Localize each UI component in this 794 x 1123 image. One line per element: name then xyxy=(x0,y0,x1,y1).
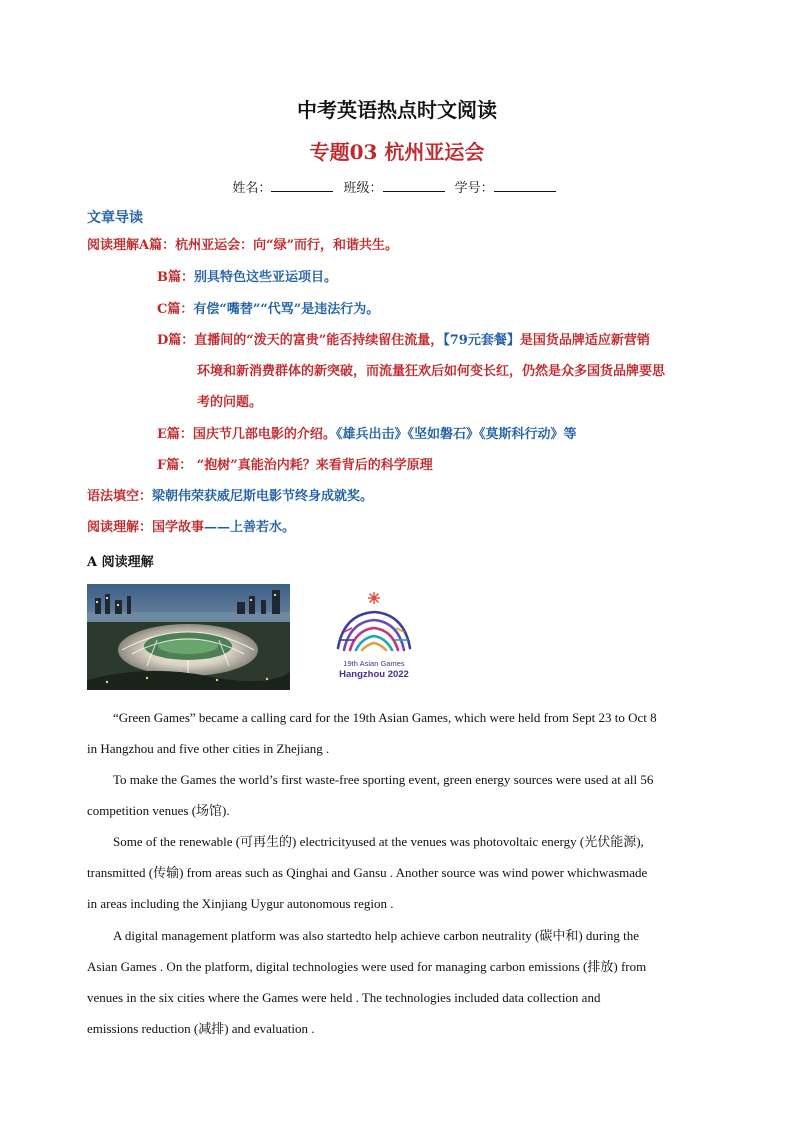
paragraph-3 xyxy=(87,826,707,919)
paragraph-line: transmitted (传输) from areas such as Qinghai and Gansu . Another source was wind power whichwasmade xyxy=(87,865,648,880)
guide-item-text: 是国货品牌适应新营销 xyxy=(519,333,650,348)
paragraph-line: Asian Games . On the platform, digital technologies were used for managing carbon emissions (排放) from xyxy=(87,959,647,974)
guide-item-label: C篇： xyxy=(157,302,194,317)
paragraph-line: To make the Games the world’s first waste-free sporting event, green energy sources were used at all 56 xyxy=(113,772,654,787)
paragraph-line: venues in the six cities where the Games were held . The technologies included data collection and xyxy=(87,990,601,1005)
guide-item-label: 阅读理解A篇： xyxy=(87,238,176,253)
name-blank xyxy=(271,180,333,192)
guide-item-label: E篇： xyxy=(157,427,193,442)
guide-item-e xyxy=(157,427,576,443)
id-label: 学号： xyxy=(454,181,494,196)
guide-item-f xyxy=(157,458,433,474)
page-title: 中考英语热点时文阅读 xyxy=(297,98,497,122)
guide-item-text: 梁朝伟荣获威尼斯电影节终身成就奖。 xyxy=(152,489,374,504)
guide-item-label: F篇： xyxy=(157,458,193,473)
guide-item-text: 有偿“嘴替”“代骂”是违法行为。 xyxy=(193,302,380,317)
guide-item-c xyxy=(157,302,379,318)
guide-item-text: “抱树”真能治内耗？来看背后的科学原理 xyxy=(192,458,433,473)
guide-item-label: D篇： xyxy=(157,333,195,348)
paragraph-1 xyxy=(87,702,707,764)
section-a-heading: A 阅读理解 xyxy=(87,555,154,570)
paragraph-4 xyxy=(87,920,707,1044)
paragraph-line: A digital management platform was also startedto help achieve carbon neutrality (碳中和) during the xyxy=(113,928,639,943)
page-subtitle: 专题03 杭州亚运会 xyxy=(309,140,485,164)
stadium-photo xyxy=(87,584,290,690)
guide-item-label: B篇： xyxy=(157,270,194,285)
logo-text-line-1: 19th Asian Games xyxy=(343,659,405,668)
guide-item-label: 阅读理解： xyxy=(87,520,153,535)
guide-item-text: 杭州亚运会：向“绿”而行，和谐共生。 xyxy=(175,238,399,253)
paragraph-line: in Hangzhou and five other cities in Zhejiang . xyxy=(87,741,330,756)
guide-item-text: 别具特色这些亚运项目。 xyxy=(194,270,338,285)
guide-item-text-highlight: 《雄兵出击》《坚如磐石》《莫斯科行动》等 xyxy=(335,427,577,442)
student-info-line xyxy=(0,177,794,196)
guide-item-text: 国庆节几部电影的介绍。 xyxy=(192,427,336,442)
class-label: 班级： xyxy=(343,181,383,196)
guide-item-grammar xyxy=(87,489,373,505)
guide-item-d xyxy=(157,333,650,349)
guide-item-text-highlight: 【79元套餐】 xyxy=(443,333,520,348)
paragraph-line: competition venues (场馆). xyxy=(87,803,230,818)
guide-item-label: 语法填空： xyxy=(87,489,153,504)
guide-item-text: 国学故事 xyxy=(152,520,205,535)
paragraph-2 xyxy=(87,764,707,826)
asian-games-logo xyxy=(322,588,426,686)
guide-item-text: ——上善若水。 xyxy=(204,520,296,535)
guide-item-b xyxy=(157,270,337,286)
name-label: 姓名： xyxy=(232,181,272,196)
paragraph-line: in areas including the Xinjiang Uygur autonomous region . xyxy=(87,896,394,911)
guide-heading: 文章导读 xyxy=(87,210,143,226)
class-blank xyxy=(383,180,445,192)
guide-item-d-cont: 考的问题。 xyxy=(197,395,263,410)
guide-item-reading xyxy=(87,520,295,536)
guide-item-a xyxy=(87,238,398,254)
logo-text-line-2: Hangzhou 2022 xyxy=(339,669,409,680)
paragraph-line: “Green Games” became a calling card for the 19th Asian Games, which were held from Sept 23 to Oct 8 xyxy=(113,710,657,725)
id-blank xyxy=(494,180,556,192)
paragraph-line: Some of the renewable (可再生的) electricityused at the venues was photovoltaic energy (光伏能源), xyxy=(113,834,644,849)
guide-item-d-cont: 环境和新消费群体的新突破，而流量狂欢后如何变长红，仍然是众多国货品牌要思 xyxy=(197,364,666,379)
paragraph-line: emissions reduction (减排) and evaluation . xyxy=(87,1021,315,1036)
guide-item-text: 直播间的“泼天的富贵”能否持续留住流量， xyxy=(194,333,444,348)
